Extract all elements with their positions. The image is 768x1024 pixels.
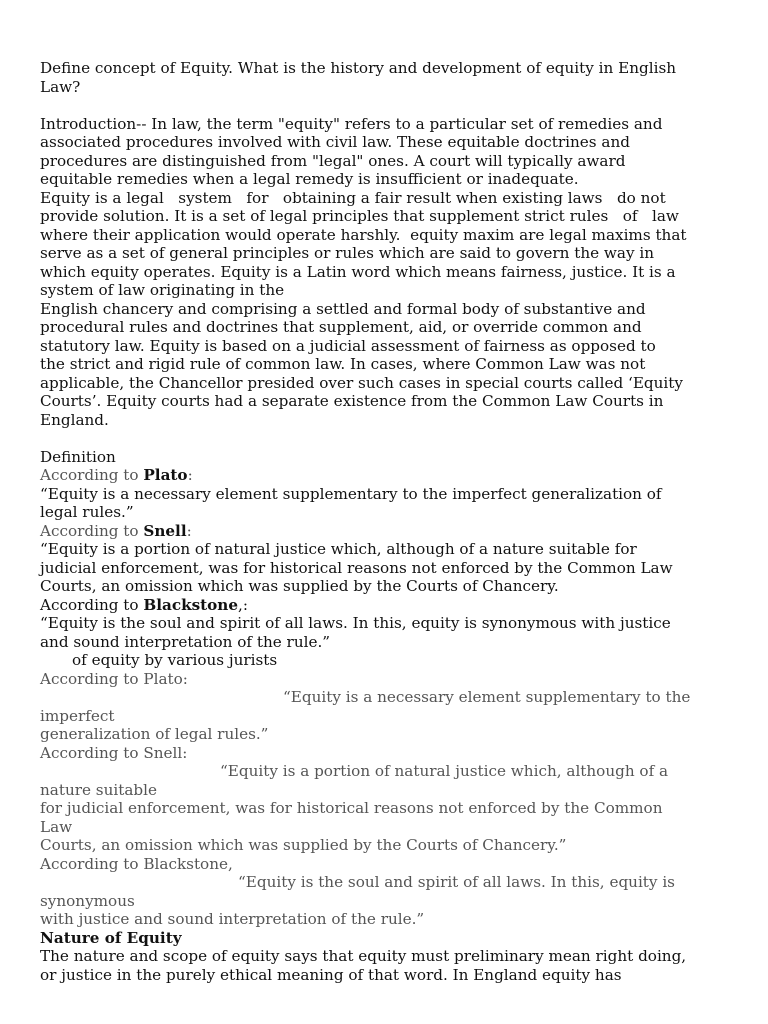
according-snell [40,522,740,541]
snell-quote-line: “Equity is a portion of natural justice which, although of a nature suitable for [40,540,637,558]
blackstone-quote-line: and sound interpretation of the rule.” [40,632,331,651]
definition-heading: Definition [40,447,116,466]
jurist-plato-quote-line: “Equity is a necessary element supplementary to the [283,688,691,706]
jurist-plato-quote-line: generalization of legal rules.” [40,725,269,743]
nature-line: or justice in the purely ethical meaning of that word. In England equity has [40,965,622,984]
according-prefix: According to [40,521,144,540]
according-prefix: According to [40,595,144,614]
document-body [40,59,740,984]
intro-line: England. [40,410,109,429]
intro-line: provide solution. It is a set of legal principles that supplement strict rules of law [40,207,679,225]
intro-line: associated procedures involved with civil law. These equitable doctrines and [40,133,630,151]
intro-line: English chancery and comprising a settled and formal body of substantive and [40,299,646,318]
jurist-name: Snell [143,521,187,540]
jurist-snell-label: According to Snell: [40,743,188,762]
intro-line: equitable remedies when a legal remedy is insufficient or inadequate. [40,170,579,188]
intro-line: system of law originating in the [40,281,285,299]
nature-heading-text: Nature of Equity [40,928,182,947]
blackstone-quote-line: “Equity is the soul and spirit of all laws. In this, equity is synonymous with justice [40,614,671,632]
intro-line: statutory law. Equity is based on a judicial assessment of fairness as opposed to [40,336,656,355]
introduction-paragraph [40,115,740,430]
intro-line: procedural rules and doctrines that supplement, aid, or override common and [40,318,642,336]
jurist-plato-quote-line: imperfect [40,706,115,725]
intro-line: the strict and rigid rule of common law. In cases, where Common Law was not [40,355,646,373]
question-line: Define concept of Equity. What is the history and development of equity in English [40,59,677,77]
jurist-blackstone-quote-line: synonymous [40,891,135,910]
jurist-snell-quote-line: Law [40,817,73,836]
jurist-snell-quote-line: nature suitable [40,780,157,799]
according-blackstone [40,596,740,615]
jurist-snell-quote-line: for judicial enforcement, was for historical reasons not enforced by the Common [40,799,663,817]
intro-line: which equity operates. Equity is a Latin word which means fairness, justice. It is a [40,262,676,281]
intro-line: serve as a set of general principles or rules which are said to govern the way in [40,244,655,262]
according-suffix: : [186,521,192,540]
jurist-snell-quote-line: “Equity is a portion of natural justice which, although of a [220,762,669,780]
according-plato [40,466,740,485]
question [40,59,740,96]
plato-quote-line: legal rules.” [40,503,134,521]
according-suffix: ,: [238,595,248,614]
jurist-plato-label: According to Plato: [40,669,188,688]
jurist-blackstone-quote-line: with justice and sound interpretation of the rule.” [40,910,425,928]
intro-line: where their application would operate harshly. equity maxim are legal maxims that [40,225,687,244]
plato-quote-line: “Equity is a necessary element supplementary to the imperfect generalization of [40,484,662,503]
snell-quote-line: Courts, an omission which was supplied by the Courts of Chancery. [40,577,559,595]
intro-line: Courts’. Equity courts had a separate existence from the Common Law Courts in [40,392,664,410]
jurist-blackstone-quote-line: “Equity is the soul and spirit of all laws. In this, equity is [238,873,675,891]
according-prefix: According to [40,466,144,484]
jurist-name: Blackstone [143,595,238,614]
nature-heading [40,929,740,948]
jurist-blackstone-label: According to Blackstone, [40,854,233,873]
jurist-snell-quote-line: Courts, an omission which was supplied by the Courts of Chancery.” [40,836,567,854]
jurist-name: Plato [143,466,188,484]
intro-line: Introduction-- In law, the term "equity" refers to a particular set of remedies and [40,114,663,133]
intro-line: procedures are distinguished from "legal" ones. A court will typically award [40,151,626,170]
nature-line: The nature and scope of equity says that equity must preliminary mean right doing, [40,947,687,965]
question-line: Law? [40,77,81,96]
jurists-heading: of equity by various jurists [72,651,278,669]
intro-line: Equity is a legal system for obtaining a fair result when existing laws do not [40,188,666,207]
intro-line: applicable, the Chancellor presided over such cases in special courts called ‘Equity [40,373,683,392]
according-suffix: : [187,466,193,484]
snell-quote-line: judicial enforcement, was for historical reasons not enforced by the Common Law [40,558,673,577]
